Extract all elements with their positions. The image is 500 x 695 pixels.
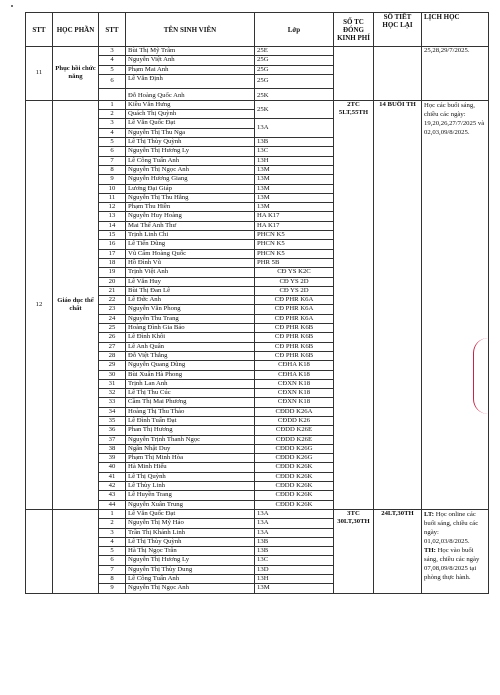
row-number: 5 [99, 138, 126, 147]
student-class: 25G [255, 65, 334, 74]
student-class: 13M [255, 193, 334, 202]
student-name: Trịnh Lan Anh [126, 379, 255, 388]
header-ten-sinh-vien: TÊN SINH VIÊN [126, 13, 255, 47]
student-name: Nguyễn Thị Ngọc Anh [126, 165, 255, 174]
group-so-tc [334, 47, 374, 101]
student-class: CĐXN K18 [255, 379, 334, 388]
red-stamp-edge [473, 338, 488, 414]
student-class: HA K17 [255, 212, 334, 221]
student-name: Lê Thị Quỳnh [126, 472, 255, 481]
row-number: 20 [99, 277, 126, 286]
student-class: CĐ PHR K6A [255, 305, 334, 314]
student-class: CĐHA K18 [255, 361, 334, 370]
student-class: 13A [255, 509, 334, 518]
student-class: 13A [255, 119, 334, 138]
row-number [99, 88, 126, 100]
student-name: Lương Đại Giáp [126, 184, 255, 193]
row-number: 32 [99, 389, 126, 398]
group-stt: 12 [26, 100, 53, 509]
student-class: CĐDD K26K [255, 463, 334, 472]
row-number: 3 [99, 119, 126, 128]
row-number: 25 [99, 324, 126, 333]
row-number: 28 [99, 351, 126, 360]
student-name: Nguyễn Thị Hương Ly [126, 147, 255, 156]
student-name: Lê Thị Thùy Quỳnh [126, 537, 255, 546]
student-class: CĐ PHR K6B [255, 351, 334, 360]
student-name: Đỗ Hoàng Quốc Anh [126, 88, 255, 100]
header-row [26, 13, 489, 47]
row-number: 7 [99, 156, 126, 165]
student-name: Nguyễn Thị Thu Hằng [126, 193, 255, 202]
student-class: CĐDD K26A [255, 407, 334, 416]
row-number: 4 [99, 128, 126, 137]
student-class: CĐDD K26K [255, 491, 334, 500]
header-lop: Lớp [255, 13, 334, 47]
student-class: CĐDD K26K [255, 472, 334, 481]
student-name: Nguyễn Thu Trang [126, 314, 255, 323]
student-name: Hồ Đình Vũ [126, 258, 255, 267]
row-number: 35 [99, 416, 126, 425]
group-so-tiet [374, 47, 422, 101]
row-number: 1 [99, 509, 126, 518]
student-name: Phạm Mai Anh [126, 65, 255, 74]
lt-label: LT: [424, 510, 435, 518]
row-number: 43 [99, 491, 126, 500]
student-class: HA K17 [255, 221, 334, 230]
student-class: 13M [255, 584, 334, 593]
student-name: Lê Đình Tuấn Đạt [126, 416, 255, 425]
student-name: Lê Văn Định [126, 74, 255, 88]
student-name: Trần Thị Khánh Linh [126, 528, 255, 537]
row-number: 3 [99, 47, 126, 56]
student-name: Mai Thế Anh Thư [126, 221, 255, 230]
row-number: 19 [99, 268, 126, 277]
row-number: 6 [99, 556, 126, 565]
row-number: 24 [99, 314, 126, 323]
table-row [26, 100, 489, 109]
row-number: 18 [99, 258, 126, 267]
student-name: Nguyễn Việt Anh [126, 56, 255, 65]
student-name: Hoàng Đình Gia Bảo [126, 324, 255, 333]
student-class: CĐ PHR K6A [255, 296, 334, 305]
group-hoc-phan: Phục hồi chức năng [53, 47, 99, 101]
document-page [25, 12, 488, 594]
student-name: Lê Thị Thu Cúc [126, 389, 255, 398]
row-number: 21 [99, 286, 126, 295]
group-lich-hoc: 25,28,29/7/2025. [422, 47, 489, 101]
student-name: Nguyễn Thị Thùy Dung [126, 565, 255, 574]
student-name: Lê Văn Quốc Đạt [126, 119, 255, 128]
student-name: Lê Văn Huy [126, 277, 255, 286]
student-name: Bùi Thị Đan Lê [126, 286, 255, 295]
row-number: 6 [99, 74, 126, 88]
row-number: 4 [99, 56, 126, 65]
student-name: Lê Công Tuấn Anh [126, 575, 255, 584]
group-stt [26, 509, 53, 593]
student-name: Lê Huyền Trang [126, 491, 255, 500]
student-class: 13A [255, 528, 334, 537]
student-name: Nguyễn Thị Thu Nga [126, 128, 255, 137]
header-lich-hoc: LỊCH HỌC [422, 13, 489, 47]
student-name: Nguyễn Xuân Trung [126, 500, 255, 509]
table-row [26, 509, 489, 518]
row-number: 1 [99, 100, 126, 109]
header-so-tiet: SỐ TIẾT HỌC LẠI [374, 13, 422, 47]
student-class: 13A [255, 519, 334, 528]
row-number: 6 [99, 147, 126, 156]
student-name: Phạm Thu Hiền [126, 203, 255, 212]
student-name: Quách Thị Quỳnh [126, 110, 255, 119]
row-number: 31 [99, 379, 126, 388]
student-name: Vũ Cẩm Hoàng Quốc [126, 249, 255, 258]
row-number: 10 [99, 184, 126, 193]
student-class: CĐDD K26G [255, 444, 334, 453]
student-class: 13M [255, 203, 334, 212]
row-number: 23 [99, 305, 126, 314]
student-class: CĐ PHR K6A [255, 314, 334, 323]
row-number: 12 [99, 203, 126, 212]
group-hoc-phan: Giáo dục thể chất [53, 100, 99, 509]
student-class: 25G [255, 56, 334, 65]
student-class: 13M [255, 165, 334, 174]
student-class: 13H [255, 575, 334, 584]
student-name: Nguyễn Thị Hương Ly [126, 556, 255, 565]
group-so-tiet: 14 BUỔI TH [374, 100, 422, 509]
group-so-tiet: 24LT,30TH [374, 509, 422, 593]
group-stt: 11 [26, 47, 53, 101]
student-class: 25G [255, 74, 334, 88]
student-name: Kiều Văn Hưng [126, 100, 255, 109]
row-number: 5 [99, 65, 126, 74]
student-name: Lê Thùy Linh [126, 482, 255, 491]
student-name: Trịnh Linh Chi [126, 231, 255, 240]
row-number: 22 [99, 296, 126, 305]
student-class: PHR 5B [255, 258, 334, 267]
row-number: 8 [99, 165, 126, 174]
header-hoc-phan: HỌC PHẦN [53, 13, 99, 47]
student-name: Lê Tiến Dũng [126, 240, 255, 249]
student-class: 25K [255, 100, 334, 119]
student-class: CĐXN K18 [255, 389, 334, 398]
student-class: PHCN K5 [255, 249, 334, 258]
row-number: 41 [99, 472, 126, 481]
student-class: 13D [255, 565, 334, 574]
group-lich-hoc [422, 509, 489, 593]
student-name: Bùi Thị Mỹ Trâm [126, 47, 255, 56]
student-class: CĐ PHR K6B [255, 333, 334, 342]
student-name: Nguyễn Huy Hoàng [126, 212, 255, 221]
student-name: Phan Thị Hương [126, 426, 255, 435]
student-name: Phạm Thị Minh Hòa [126, 454, 255, 463]
row-number: 2 [99, 519, 126, 528]
student-class: CĐHA K18 [255, 370, 334, 379]
student-name: Nguyễn Trịnh Thanh Ngọc [126, 435, 255, 444]
student-name: Hà Thị Ngọc Trân [126, 547, 255, 556]
student-table [25, 12, 489, 594]
student-class: CĐ PHR K6B [255, 342, 334, 351]
student-name: Đỗ Việt Thắng [126, 351, 255, 360]
student-class: 13B [255, 547, 334, 556]
row-number: 5 [99, 547, 126, 556]
row-number: 38 [99, 444, 126, 453]
row-number: 42 [99, 482, 126, 491]
student-class: CĐDD K26E [255, 426, 334, 435]
student-class: CĐDD K26E [255, 435, 334, 444]
student-class: CĐ YS 2D [255, 286, 334, 295]
student-class: 13C [255, 147, 334, 156]
row-number: 27 [99, 342, 126, 351]
student-class: 25E [255, 47, 334, 56]
row-number: 8 [99, 575, 126, 584]
header-stt2: STT [99, 13, 126, 47]
lt-text: Học online các buổi sáng, chiều các ngày: 01,02,03/8/2025. [424, 510, 479, 545]
student-name: Hà Minh Hiếu [126, 463, 255, 472]
student-name: Bùi Xuân Hà Phong [126, 370, 255, 379]
student-class: 13B [255, 138, 334, 147]
student-name: Lê Đức Anh [126, 296, 255, 305]
row-number: 16 [99, 240, 126, 249]
header-stt: STT [26, 13, 53, 47]
student-name: Cầm Thị Mai Phương [126, 398, 255, 407]
student-name: Nguyễn Hương Giang [126, 175, 255, 184]
row-number: 44 [99, 500, 126, 509]
th-label: TH: [424, 546, 436, 554]
row-number: 9 [99, 584, 126, 593]
student-class: CĐDD K26K [255, 500, 334, 509]
th-text: Học vào buổi sáng, chiều các ngày 07,08,09/8/2025 tại phòng thực hành. [424, 546, 480, 581]
row-number: 3 [99, 528, 126, 537]
group-lich-hoc: Học các buổi sáng, chiều các ngày: 19,20,26,27/7/2025 và 02,03,09/8/2025. [422, 100, 489, 509]
row-number: 26 [99, 333, 126, 342]
student-class: 13M [255, 175, 334, 184]
student-name: Lê Đình Khôi [126, 333, 255, 342]
row-number: 7 [99, 565, 126, 574]
student-name: Lê Thị Thùy Quỳnh [126, 138, 255, 147]
group-so-tc: 2TC 5LT,55TH [334, 100, 374, 509]
student-name: Trịnh Việt Anh [126, 268, 255, 277]
student-name: Nguyễn Thị Mỹ Hảo [126, 519, 255, 528]
row-number: 11 [99, 193, 126, 202]
group-hoc-phan [53, 509, 99, 593]
row-number: 14 [99, 221, 126, 230]
student-class: CĐ YS K2C [255, 268, 334, 277]
student-class: 13C [255, 556, 334, 565]
student-name: Nguyễn Thị Ngọc Anh [126, 584, 255, 593]
student-class: PHCN K5 [255, 231, 334, 240]
row-number: 9 [99, 175, 126, 184]
row-number: 2 [99, 110, 126, 119]
row-number: 39 [99, 454, 126, 463]
row-number: 13 [99, 212, 126, 221]
student-class: CĐXN K18 [255, 398, 334, 407]
student-class: CĐDD K26 [255, 416, 334, 425]
student-class: CĐDD K26G [255, 454, 334, 463]
student-name: Nguyễn Quang Dũng [126, 361, 255, 370]
student-name: Lê Anh Quân [126, 342, 255, 351]
row-number: 34 [99, 407, 126, 416]
row-number: 4 [99, 537, 126, 546]
row-number: 33 [99, 398, 126, 407]
student-class: 13B [255, 537, 334, 546]
student-name: Ngân Nhật Duy [126, 444, 255, 453]
student-class: CĐDD K26K [255, 482, 334, 491]
student-name: Lê Công Tuấn Anh [126, 156, 255, 165]
header-so-tc: SỐ TC ĐÓNG KINH PHÍ [334, 13, 374, 47]
student-class: CĐ PHR K6B [255, 324, 334, 333]
student-name: Lê Văn Quốc Đạt [126, 509, 255, 518]
student-name: Hoàng Thị Thu Thảo [126, 407, 255, 416]
student-class: 13M [255, 184, 334, 193]
row-number: 29 [99, 361, 126, 370]
group-so-tc: 3TC 30LT,30TH [334, 509, 374, 593]
row-number: 37 [99, 435, 126, 444]
student-class: CĐ YS 2D [255, 277, 334, 286]
scan-dot [11, 5, 13, 7]
row-number: 17 [99, 249, 126, 258]
student-class: PHCN K5 [255, 240, 334, 249]
student-name: Nguyễn Văn Phong [126, 305, 255, 314]
table-body [26, 47, 489, 594]
row-number: 36 [99, 426, 126, 435]
row-number: 15 [99, 231, 126, 240]
table-row [26, 47, 489, 56]
student-class: 13H [255, 156, 334, 165]
row-number: 30 [99, 370, 126, 379]
row-number: 40 [99, 463, 126, 472]
student-class: 25K [255, 88, 334, 100]
